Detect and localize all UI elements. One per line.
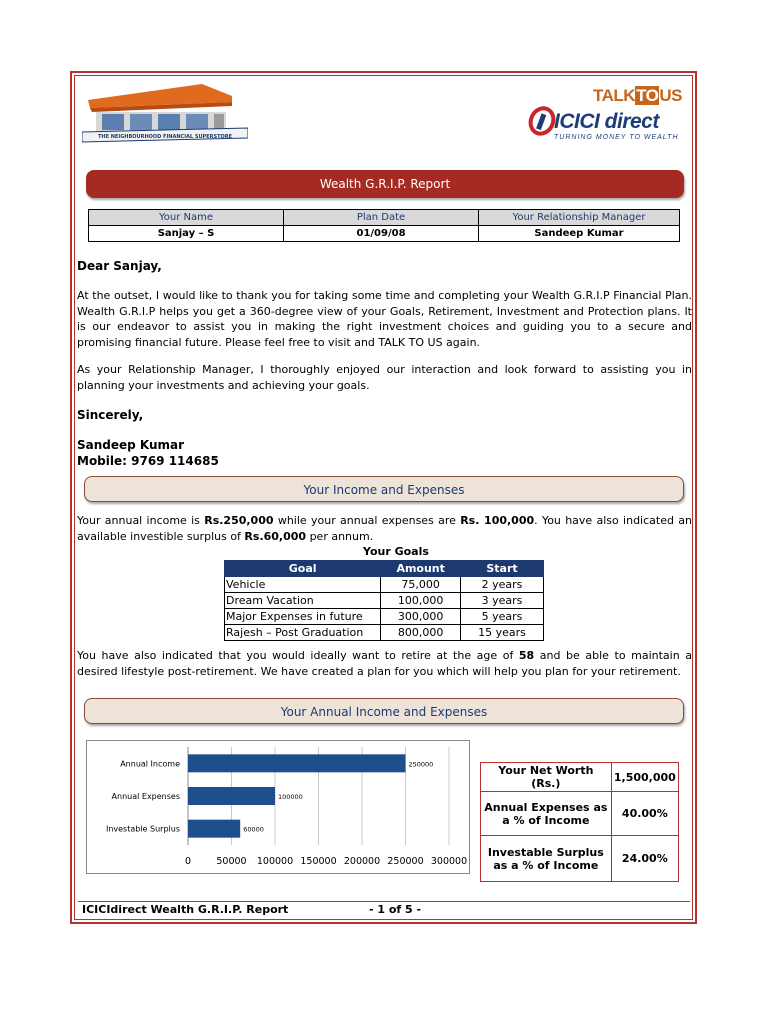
letter-paragraph-2: As your Relationship Manager, I thoroughly enjoyed our interaction and look forward to assisting you in planning your investments and achieving your goals.	[77, 363, 692, 392]
section-title: Your Annual Income and Expenses	[280, 705, 488, 719]
info-manager-name: Sandeep Kumar	[479, 226, 680, 242]
chart-tick-label: 300000	[430, 856, 468, 867]
chart-data-label: 250000	[408, 760, 434, 769]
annual-expenses-value: Rs. 100,000	[460, 514, 535, 527]
chart-tick-label: 0	[184, 856, 192, 867]
chart-bar	[188, 754, 406, 772]
footer-page-number: - 1 of 5 -	[369, 903, 422, 916]
chart-bar	[188, 820, 240, 838]
table-row: Vehicle 75,000 2 years	[225, 577, 544, 593]
info-client-name: Sanjay – S	[89, 226, 284, 242]
goals-title: Your Goals	[363, 545, 429, 558]
report-title-banner	[86, 170, 684, 198]
surplus-ratio-label: Investable Surplus as a % of Income	[481, 836, 612, 882]
chart-category-label: Annual Income	[120, 759, 180, 769]
brand-tagline: TURNING MONEY TO WEALTH	[554, 134, 679, 141]
info-plan-date: 01/09/08	[284, 226, 479, 242]
table-row	[481, 792, 679, 836]
talk-to-us-logo: TALKTOUS	[593, 86, 682, 105]
retirement-age: 58	[518, 649, 535, 662]
report-title: Wealth G.R.I.P. Report	[319, 177, 451, 191]
letter-greeting: Dear Sanjay,	[77, 259, 162, 273]
store-logo	[82, 82, 248, 146]
goals-header-start: Start	[461, 561, 544, 577]
icici-direct-logo	[520, 86, 682, 146]
expense-ratio-value: 40.00%	[611, 792, 678, 836]
surplus-value: Rs.60,000	[244, 529, 307, 543]
chart-data-label: 100000	[278, 793, 303, 801]
goals-header-goal: Goal	[225, 561, 381, 577]
chart-bar	[188, 787, 275, 805]
brand-name: ICICI direct	[554, 110, 659, 133]
goals-table	[224, 560, 544, 641]
expense-ratio-label: Annual Expenses as a % of Income	[481, 792, 612, 836]
table-row: Rajesh – Post Graduation 800,000 15 years	[225, 625, 544, 641]
info-header-name: Your Name	[89, 210, 284, 226]
table-row: Dream Vacation 100,000 3 years	[225, 593, 544, 609]
chart-tick-label: 200000	[343, 856, 381, 867]
surplus-ratio-value: 24.00%	[611, 836, 678, 882]
letter-closing: Sincerely,	[77, 408, 144, 422]
store-tagline: THE NEIGHBOURHOOD FINANCIAL SUPERSTORE	[97, 134, 233, 140]
table-row: Major Expenses in future 300,000 5 years	[225, 609, 544, 625]
signer-mobile: Mobile: 9769 114685	[77, 454, 219, 468]
chart-category-label: Annual Expenses	[111, 792, 180, 801]
info-header-date: Plan Date	[284, 210, 479, 226]
annual-income-expenses-banner	[84, 698, 684, 724]
chart-category-label: Investable Surplus	[105, 824, 180, 834]
section-title: Your Income and Expenses	[303, 483, 465, 497]
chart-tick-label: 50000	[216, 856, 247, 867]
letter-paragraph-1: At the outset, I would like to thank you for taking some time and completing your Wealth G.R.I.P Financial Plan. Wealth G.R.I.P helps you get a 360-degree view of your Goals, Retirement, Investment and Protection plans. It is our endeavor to assist you in making the right investment choices and guiding you to a secure and promising financial future. Please feel free to visit and TALK TO US again.	[77, 289, 692, 349]
net-worth-value: 1,500,000	[611, 763, 678, 792]
signer-name: Sandeep Kumar	[77, 438, 185, 452]
chart-svg	[87, 741, 469, 873]
footer-report-name: ICICIdirect Wealth G.R.I.P. Report	[82, 903, 289, 916]
net-worth-table	[480, 762, 679, 882]
table-row	[481, 763, 679, 792]
table-row	[481, 836, 679, 882]
net-worth-label: Your Net Worth (Rs.)	[481, 763, 612, 792]
income-paragraph: Your annual income is Rs.250,000 while your annual expenses are Rs. 100,000. You have also indicated an available investible surplus of Rs.60,000 per annum.	[77, 514, 692, 543]
chart-data-label: 60000	[243, 825, 264, 834]
footer-divider	[78, 901, 690, 902]
income-expenses-banner	[84, 476, 684, 502]
client-info-table	[88, 209, 680, 242]
chart-tick-label: 150000	[300, 856, 337, 867]
info-header-manager: Your Relationship Manager	[479, 210, 680, 226]
chart-tick-label: 100000	[256, 856, 294, 867]
chart-tick-label: 250000	[387, 856, 424, 867]
retirement-paragraph: You have also indicated that you would ideally want to retire at the age of 58 and be able to maintain a desired lifestyle post-retirement. We have created a plan for you which will help you plan for your retirement.	[77, 649, 692, 678]
goals-header-amount: Amount	[381, 561, 461, 577]
income-expense-chart	[86, 740, 470, 874]
icici-mark-icon	[528, 106, 556, 136]
annual-income-value: Rs.250,000	[204, 514, 274, 527]
